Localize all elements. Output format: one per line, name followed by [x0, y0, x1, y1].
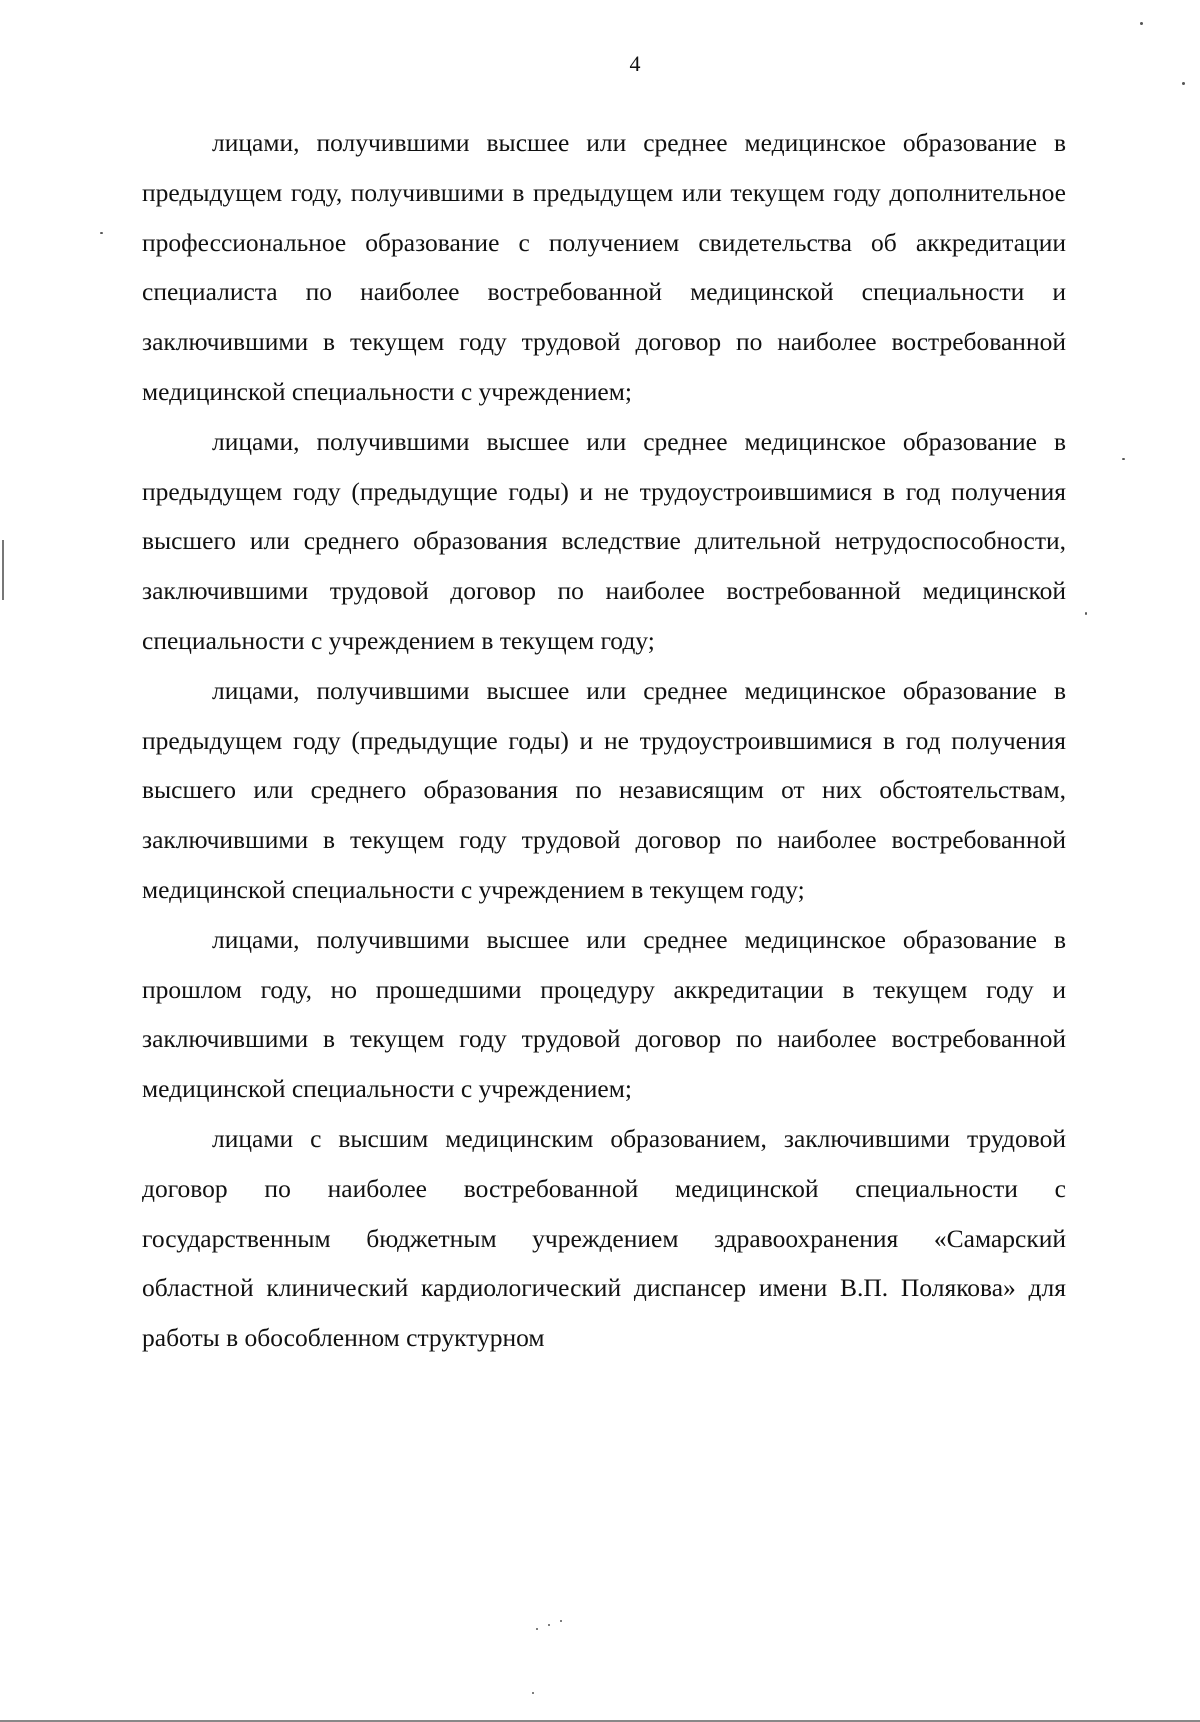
body-text	[142, 118, 1066, 1363]
scan-speck	[1182, 82, 1185, 85]
scan-speck	[536, 1628, 538, 1630]
paragraph-3: лицами, получившими высшее или среднее медицинское образование в предыдущем году (предыдущие годы) и не трудоустроившимися в год получения высшего или среднего образования по независящим от них обстоятельствам, заключившими в текущем году трудовой договор по наиболее востребованной медицинской специальности с учреждением в текущем году;	[142, 675, 1066, 904]
scan-speck	[1122, 458, 1125, 460]
scan-edge-mark	[2, 540, 4, 600]
paragraph-5: лицами с высшим медицинским образованием, заключившими трудовой договор по наиболее востребованной медицинской специальности с государственным бюджетным учреждением здравоохранения «Самарский областной клинический кардиологический диспансер имени В.П. Полякова» для работы в обособленном структурном	[142, 1123, 1066, 1353]
scan-speck	[548, 1624, 550, 1626]
scan-speck	[560, 1620, 562, 1622]
paragraph-1: лицами, получившими высшее или среднее медицинское образование в предыдущем году, получившими в предыдущем или текущем году дополнительное профессиональное образование с получением свидетельства об аккредитации специалиста по наиболее востребованной медицинской специальности и заключившими в текущем году трудовой договор по наиболее востребованной медицинской специальности с учреждением;	[142, 128, 1066, 406]
page-number: 4	[629, 51, 641, 76]
scan-speck	[1085, 612, 1087, 615]
paragraph-4: лицами, получившими высшее или среднее медицинское образование в прошлом году, но прошедшими процедуру аккредитации в текущем году и заключившими в текущем году трудовой договор по наиболее востребованной медицинской специальности с учреждением;	[142, 924, 1066, 1104]
paragraph-2: лицами, получившими высшее или среднее медицинское образование в предыдущем году (предыдущие годы) и не трудоустроившимися в год получения высшего или среднего образования вследствие длительной нетрудоспособности, заключившими трудовой договор по наиболее востребованной медицинской специальности с учреждением в текущем году;	[142, 426, 1066, 655]
scan-speck	[532, 1692, 534, 1694]
scan-speck	[1140, 22, 1143, 25]
scan-speck	[100, 232, 103, 234]
